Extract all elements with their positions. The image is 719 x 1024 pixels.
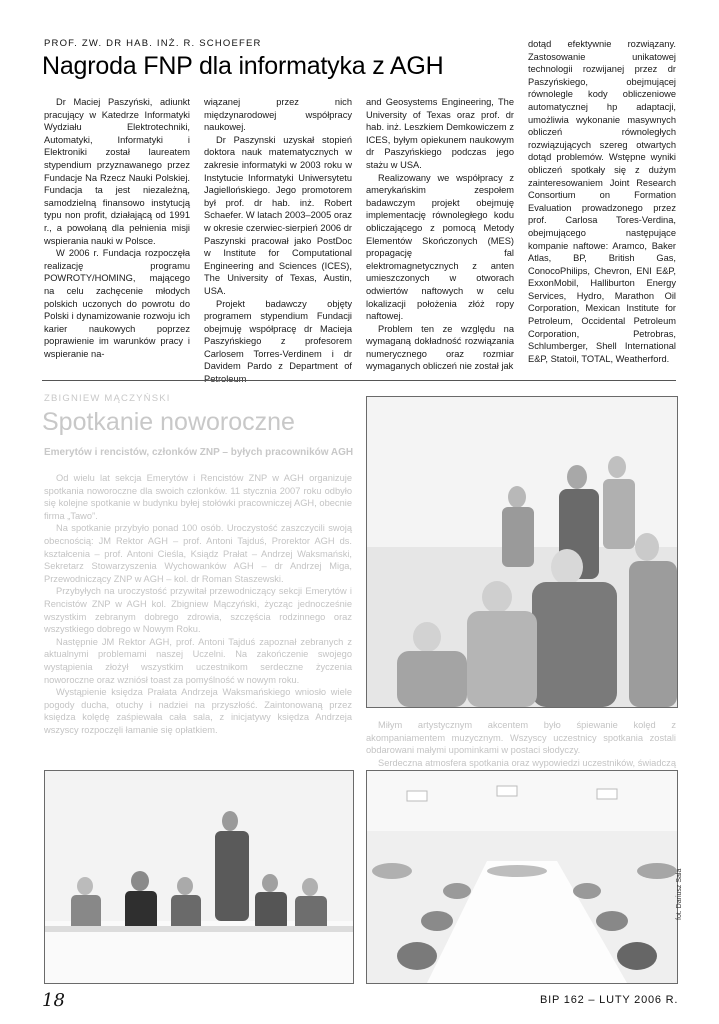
- paragraph: Od wielu lat sekcja Emerytów i Rencistów ZNP w AGH organizuje spotkania noworoczne dla swoich członków. 11 stycznia 2007 roku odbyło się kolejne spotkanie w budynku byłej stołówki pracowniczej AGH, obecnie firma „Tawo”.: [44, 473, 352, 521]
- article-title: Spotkanie noworoczne: [42, 408, 295, 436]
- paragraph: Problem ten ze względu na wymaganą dokładność rozwiązania numerycznego oraz rozmiar wymaganych obliczeń nie został jak: [366, 323, 514, 372]
- paragraph: Przybyłych na uroczystość przywitał przewodniczący sekcji Emerytów i Rencistów ZNP w AGH kol. Zbigniew Mączyński, życząc jednocześnie wszystkim zebranym dobrego zdrowia, szczęścia rodzinnego oraz wszystkiego dobrego w Nowym Roku.: [44, 586, 352, 635]
- article-author: PROF. ZW. DR HAB. INŻ. R. SCHOEFER: [44, 38, 262, 49]
- paragraph: Realizowany we współpracy z amerykańskim zespołem badawczym projekt obejmuję implementację równoległego kodu obliczającego z pomocą Metody Elementów Skończonych (MES) propagację fal elektromagnetycznych z anten umieszczonych w otworach odwiertów naftowych w celu lokalizacji położenia złóż ropy naftowej.: [366, 172, 514, 322]
- article-column-2: [204, 96, 352, 386]
- paragraph: Dr Maciej Paszyński, adiunkt pracujący w Katedrze Informatyki Wydziału Elektrotechniki, Automatyki, Informatyki i Elektroniki został laureatem stypendium przyznawanego przez Fundacje Na Rzecz Nauki Polskiej. Fundacja ta jest niezależną, samodzielną finansowo instytucją typu non profit, działającą od 1991 r., a powołaną dla pełnienia misji wspierania nauki w Polsce.: [44, 97, 190, 246]
- paragraph: Wystąpienie księdza Prałata Andrzeja Waksmańskiego wniosło wiele pogody ducha, otuchy i nadziei na przyszłość. Zaintonowaną przez księdza kolędę zaśpiewała cała sala, z inicjatywy księdza Andrzeja wszyscy rozpoczęli łamanie się opłatkiem.: [44, 687, 352, 735]
- article-author: ZBIGNIEW MĄCZYŃSKI: [44, 393, 171, 404]
- photo-rector-speech: [44, 770, 354, 984]
- article-column-4: [528, 38, 676, 365]
- article-title: Nagroda FNP dla informatyka z AGH: [42, 52, 444, 80]
- article-subtitle: Emerytów i rencistów, członków ZNP – byłych pracowników AGH: [44, 447, 354, 458]
- page-number: 18: [42, 990, 65, 1011]
- photo-credit: fot. Dariusz Sala: [676, 868, 683, 920]
- paragraph: dotąd efektywnie rozwiązany. Zastosowanie unikatowej technologii rozwijanej przez dr Paszyńskiego, obejmującej równolegle kody obliczeniowe automatycznej hp adaptacji, umożliwia wykonanie masywnych obliczeń równoległych rozwiązujących szereg otwartych dotąd problemów. Wstępne wyniki obliczeń spotkały się z dużym zainteresowaniem Joint Research Consortium on Formation Evaluation prowadzonego przez prof. Carlosa Tores-Verdina, obejmującego następujące kompanie naftowe: Aramco, Baker Atlas, BP, British Gas, ConocoPhilips, Chevron, ENI E&P, ExxonMobil, Halliburton Energy Services, Hydro, Marathon Oil Corporation, Mexican Institute for Petroleum, Occidental Petroleum Corporation, Petrobras, Schlumberger, Shell International E&P, Statoil, TOTAL, Weatherford.: [528, 39, 676, 364]
- paragraph: Dr Paszynski uzyskał stopień doktora nauk matematycznych w zakresie informatyki w 2003 roku w Instytucie Informatyki Uniwersytetu Jagiellońskiego. Jego promotorem był prof. dr hab. inż. Robert Schaefer. W latach 2003–2005 oraz w okresie czerwiec-sierpień 2006 dr Paszynski pracował jako PostDoc w Institute for Computational Engineering and Sciences (ICES), The University of Texas, Austin, USA.: [204, 134, 352, 296]
- paragraph: Następnie JM Rektor AGH, prof. Antoni Tajduś zapoznał zebranych z aktualnymi problemami naszej Uczelni. Na zakończenie swojego wystąpienia złożył wszystkim uczestnikom serdeczne życzenia noworoczne oraz wzniósł toast za pomyślność w nowym roku.: [44, 636, 352, 685]
- paragraph: W 2006 r. Fundacja rozpoczęła realizację programu POWROTY/HOMING, mającego na celu zachęcenie młodych polskich uczonych do powrotu do Polski i dynamizowanie rozwoju ich karier naukowych poprzez poprawienie im warunków pracy i wspieranie na-: [44, 248, 190, 359]
- paragraph: and Geosystems Engineering, The University of Texas oraz prof. dr hab. inż. Leszkiem Demkowiczem z ICES, byłym opiekunem naukowym dr Paszyńskiego podczas jego stażu w USA.: [366, 97, 514, 170]
- paragraph: Serdeczna atmosfera spotkania oraz wypowiedzi uczestników, świadczą: [378, 757, 676, 768]
- issue-footer: BIP 162 – LUTY 2006 R.: [540, 994, 679, 1006]
- article-column-3: [366, 96, 514, 373]
- article-body: [44, 472, 352, 736]
- photo-banquet-hall: [366, 770, 678, 984]
- paragraph: Na spotkanie przybyło ponad 100 osób. Uroczystość zaszczycili swoją obecnością: JM Rektor AGH – prof. Antoni Tajduś, Prorektor AGH ds. kształcenia – prof. Antoni Cieśla, Ksiądz Prałat – Andrzej Waksmański, Sekretarz Stowarzyszenia Wychowanków AGH – dr Andrzej Miga, Przewodniczący ZNP w AGH – kol. dr Roman Staszewski.: [44, 523, 352, 584]
- section-divider: [42, 380, 676, 381]
- paragraph: Miłym artystycznym akcentem było śpiewanie kolęd z akompaniamentem muzycznym. Wszyscy uczestnicy spotkania zostali obdarowani małymi upominkami w postaci słodyczy.: [366, 720, 676, 756]
- paragraph: wiązanej przez nich międzynarodowej współpracy naukowej.: [204, 97, 352, 133]
- article-column-1: [44, 96, 190, 360]
- paragraph: Projekt badawczy objęty programem stypendium Fundacji obejmuję współpracę dr Macieja Paszyńskiego z profesorem Carlosem Torres-Verdinem i dr Davidem Pardo z Department of Petroleum: [204, 298, 352, 385]
- photo-guests-greeting: [366, 396, 678, 708]
